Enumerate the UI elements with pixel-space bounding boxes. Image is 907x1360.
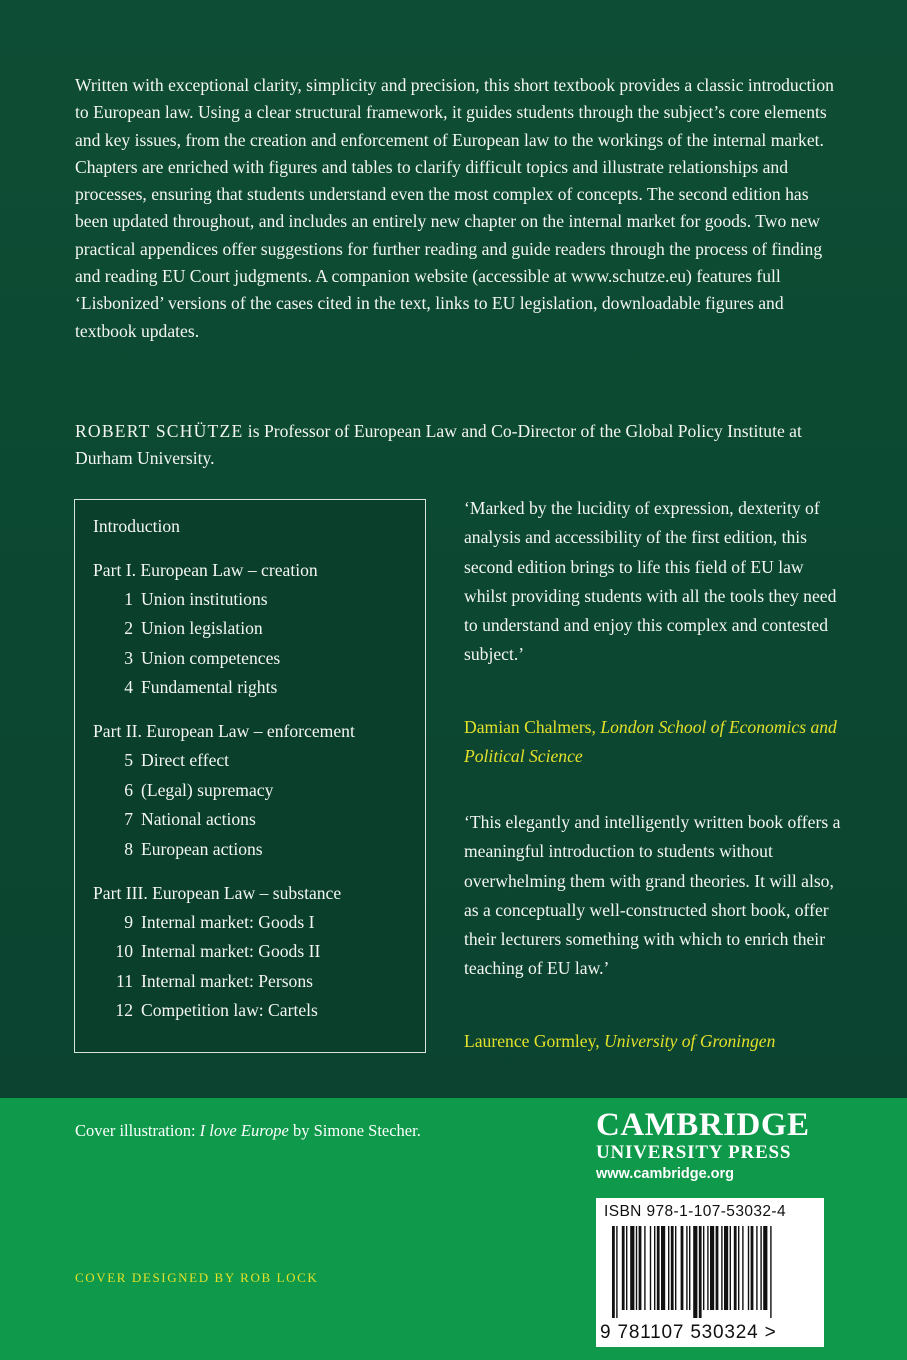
publisher-name-line2: UNIVERSITY PRESS: [596, 1142, 792, 1163]
barcode-bar: [671, 1226, 674, 1310]
barcode-bar: [703, 1226, 704, 1310]
barcode-bar: [710, 1226, 714, 1310]
barcode-bar: [742, 1226, 743, 1310]
publisher-url: www.cambridge.org: [596, 1166, 735, 1182]
author-name: ROBERT SCHÜTZE: [75, 421, 244, 441]
toc-chapter: 10 Internal market: Goods II: [115, 941, 321, 961]
barcode-bar: [630, 1226, 634, 1310]
publisher-logo: [596, 1108, 826, 1184]
barcode-bar: [693, 1226, 697, 1318]
barcode-icon: [604, 1226, 816, 1318]
book-blurb: Written with exceptional clarity, simplicity and precision, this short textbook provides a classic introduction to European law. Using a clear structural framework, it guides students through the subject’s core elements and key issues, from the creation and enforcement of European law to the workings of the internal market. Chapters are enriched with figures and tables to clarify difficult topics and illustrate relationships and processes, ensuring that students understand even the most complex of concepts. The second edition has been updated throughout, and includes an entirely new chapter on the internal market for goods. Two new practical appendices offer suggestions for further reading and guide readers through the process of finding and reading EU Court judgments. A companion website (accessible at www.schutze.eu) features full ‘Lisbonized’ versions of the cases cited in the text, links to EU legislation, downloadable figures and textbook updates.: [75, 75, 834, 341]
toc-part-title: Part II. European Law – enforcement: [93, 721, 355, 741]
review-quote: ‘This elegantly and intelligently written book offers a meaningful introduction to students without overwhelming them with grand theories. It will also, as a conceptually well-constructed short book, offer their lecturers something with which to enrich their teaching of EU law.’: [464, 812, 841, 979]
barcode-bar: [650, 1226, 651, 1310]
barcode-bar: [644, 1226, 645, 1310]
review-attribution: Damian Chalmers, London School of Economics and Political Science: [464, 717, 837, 767]
barcode-bar: [654, 1226, 655, 1310]
barcode-bar: [661, 1226, 665, 1310]
toc-chapter: 2 Union legislation: [124, 618, 263, 638]
barcode-bar: [763, 1226, 767, 1310]
toc-chapter: 12 Competition law: Cartels: [115, 1000, 318, 1020]
toc-introduction: Introduction: [93, 516, 180, 536]
toc-chapter: 8 European actions: [124, 839, 263, 859]
toc-chapter: 3 Union competences: [124, 648, 281, 668]
toc-chapter: 1 Union institutions: [124, 589, 268, 609]
barcode-bar: [626, 1226, 627, 1310]
isbn-label: ISBN 978-1-107-53032-4: [604, 1203, 786, 1220]
toc-chapter: 7 National actions: [124, 809, 256, 829]
author-bio: [75, 418, 845, 473]
cover-designer-credit: COVER DESIGNED BY ROB LOCK: [75, 1270, 319, 1285]
table-of-contents: [74, 499, 426, 1053]
barcode-bar: [675, 1226, 676, 1310]
barcode-bar: [657, 1226, 660, 1310]
barcode-bar: [721, 1226, 722, 1310]
barcode-bar: [636, 1226, 637, 1310]
toc-part-title: Part I. European Law – creation: [93, 560, 318, 580]
review-attribution: Laurence Gormley, University of Groningen: [464, 1031, 776, 1051]
barcode-bar: [622, 1226, 625, 1310]
barcode-digits: 9 781107 530324 >: [600, 1322, 777, 1343]
barcode-bar: [734, 1226, 737, 1310]
toc-chapter: 4 Fundamental rights: [124, 677, 278, 697]
barcode-bar: [699, 1226, 702, 1318]
toc-part-title: Part III. European Law – substance: [93, 883, 342, 903]
review-quote: ‘Marked by the lucidity of expression, dexterity of analysis and accessibility of the first edition, this second edition brings to life this field of EU law whilst providing students with all the tools they need to understand and enjoy this complex and contested subject.’: [464, 498, 837, 665]
publisher-name-line1: CAMBRIDGE: [596, 1107, 810, 1143]
barcode-bar: [612, 1226, 615, 1318]
barcode-bar: [681, 1226, 684, 1310]
barcode-bar: [639, 1226, 642, 1310]
barcode-bar: [751, 1226, 754, 1310]
barcode-bar: [724, 1226, 728, 1310]
barcode-bar: [668, 1226, 669, 1310]
barcode-panel: [596, 1198, 824, 1347]
toc-chapter: 11 Internal market: Persons: [116, 971, 313, 991]
barcode-bar: [756, 1226, 757, 1310]
barcode-bar: [689, 1226, 690, 1310]
barcode-bar: [716, 1226, 719, 1310]
author-description: is Professor of European Law and Co-Director of the Global Policy Institute at Durham University.: [75, 421, 802, 469]
barcode-bar: [760, 1226, 761, 1310]
barcode-bar: [616, 1226, 617, 1318]
cover-footer: [0, 1098, 907, 1360]
barcode-bar: [730, 1226, 731, 1310]
barcode-bar: [748, 1226, 749, 1310]
barcode-bar: [738, 1226, 739, 1310]
cover-illustration-credit: Cover illustration: I love Europe by Simone Stecher.: [75, 1121, 421, 1140]
barcode-bar: [770, 1226, 771, 1318]
toc-chapter: 6 (Legal) supremacy: [124, 780, 274, 800]
toc-chapter: 9 Internal market: Goods I: [124, 912, 315, 932]
barcode-bar: [686, 1226, 687, 1310]
toc-chapter: 5 Direct effect: [124, 750, 230, 770]
barcode-bar: [707, 1226, 708, 1310]
